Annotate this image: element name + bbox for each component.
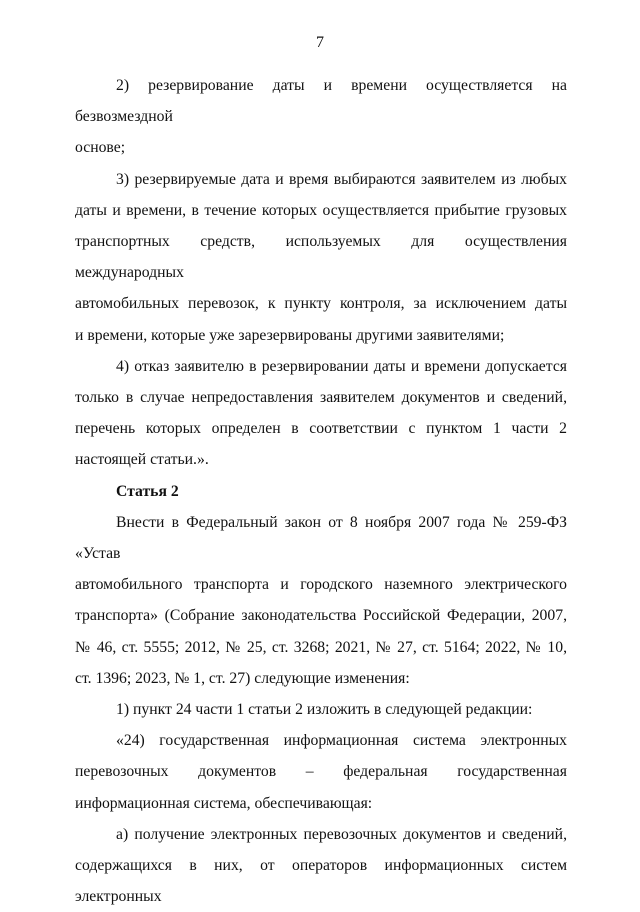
text-line: и времени, которые уже зарезервированы другими заявителями; — [75, 326, 505, 344]
text-line: транспорта» (Собрание законодательства Российской Федерации, 2007, — [75, 607, 567, 625]
paragraph-subitem-a — [75, 819, 567, 912]
text-line: автомобильного транспорта и городского наземного электрического — [75, 576, 567, 594]
text-line: информационная система, обеспечивающая: — [75, 794, 373, 812]
text-line: перечень которых определен в соответствии с пунктом 1 части 2 — [75, 420, 567, 438]
paragraph-item-3 — [75, 164, 567, 351]
text-line: 2) резервирование даты и времени осуществляется на безвозмездной — [75, 77, 567, 126]
text-line: а) получение электронных перевозочных документов и сведений, — [116, 825, 567, 843]
text-line: транспортных средств, используемых для осуществления международных — [75, 233, 567, 282]
text-line: 3) резервируемые дата и время выбираются заявителем из любых — [116, 170, 567, 188]
paragraph-item-4 — [75, 351, 567, 476]
text-line: 1) пункт 24 части 1 статьи 2 изложить в следующей редакции: — [116, 701, 533, 719]
page-number: 7 — [316, 34, 324, 51]
text-line: даты и времени, в течение которых осуществляется прибытие грузовых — [75, 201, 567, 219]
paragraph-definition-24 — [75, 725, 567, 819]
text-line: Внести в Федеральный закон от 8 ноября 2007 года № 259-ФЗ «Устав — [75, 513, 567, 563]
document-body — [75, 70, 567, 912]
text-line: основе; — [75, 139, 126, 157]
paragraph-item-2 — [75, 70, 567, 164]
text-line: содержащихся в них, от операторов информационных систем электронных — [75, 857, 567, 906]
text-line: только в случае непредоставления заявителем документов и сведений, — [75, 389, 567, 407]
article-heading: Статья 2 — [116, 482, 179, 500]
paragraph-amendment-intro — [75, 507, 567, 694]
text-line: «24) государственная информационная система электронных — [116, 732, 567, 750]
text-line: 4) отказ заявителю в резервировании даты и времени допускается — [116, 357, 567, 375]
text-line: ст. 1396; 2023, № 1, ст. 27) следующие изменения: — [75, 669, 410, 687]
text-line: настоящей статьи.». — [75, 451, 209, 469]
paragraph-amendment-1 — [75, 694, 567, 725]
text-line: перевозочных документов – федеральная государственная — [75, 763, 567, 781]
text-line: автомобильных перевозок, к пункту контроля, за исключением даты — [75, 295, 567, 313]
text-line: № 46, ст. 5555; 2012, № 25, ст. 3268; 2021, № 27, ст. 5164; 2022, № 10, — [75, 638, 567, 656]
